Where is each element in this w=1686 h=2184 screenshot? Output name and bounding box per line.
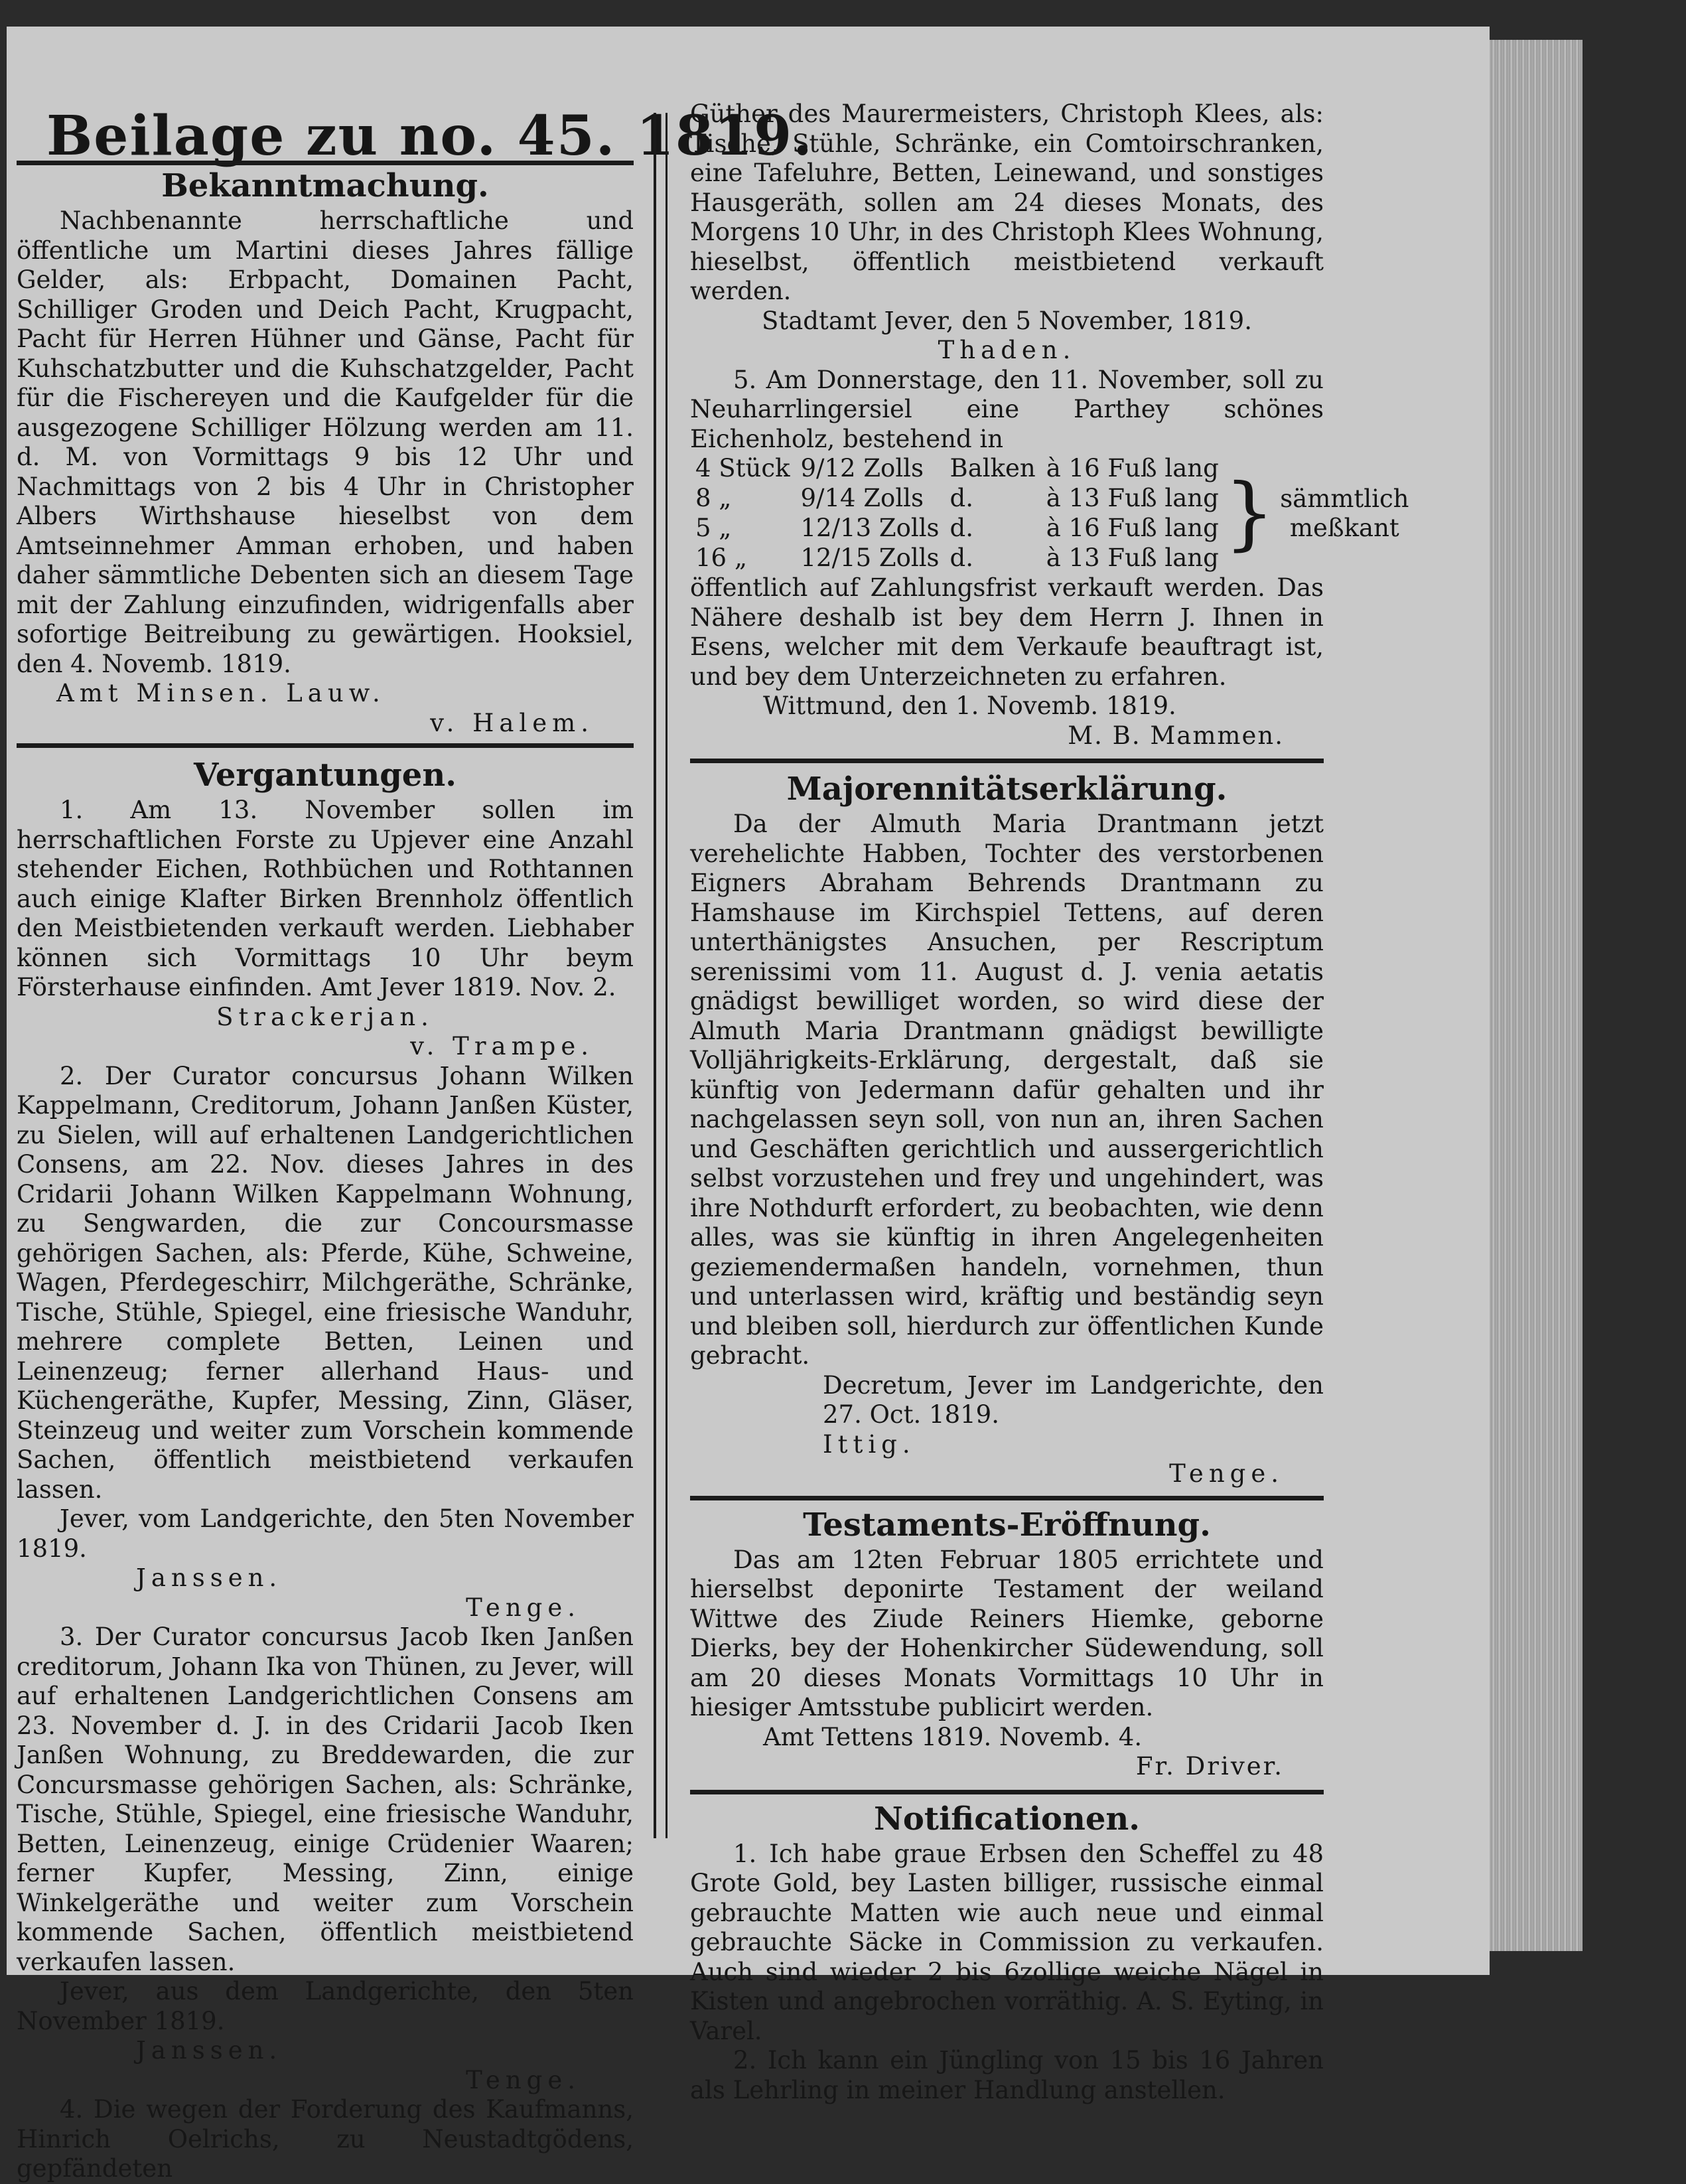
notice-signature: Amt Minsen. Lauw. (56, 679, 386, 707)
testament-signature: Fr. Driver. (1135, 1752, 1284, 1781)
section-heading: Vergantungen. (194, 757, 457, 794)
timber-qty: 16 „ (695, 544, 748, 573)
bekanntmachung-section (17, 165, 634, 738)
timber-qty: 4 Stück (695, 454, 790, 483)
auction-signature: Thaden. (938, 336, 1076, 364)
testament-body: Das am 12ten Februar 1805 errichtete und hierselbst deponirte Testament der weiland Wittwe des Ziude Reiners Hiemke, geborne Dierks, bey der Hohenkircher Südewendung, soll am 20 dieses Monats Vormittags 10 Uhr in hiesiger Amtsstube publicirt werden. (690, 1545, 1324, 1721)
auction-item-4: 4. Die wegen der Forderung des Kaufmanns, Hinrich Oelrichs, zu Neustadtgödens, gepfändeten (17, 2095, 634, 2183)
timber-note (1275, 454, 1414, 573)
section-heading: Bekanntmachung. (161, 167, 489, 204)
auction-item-5: 5. Am Donnerstage, den 11. November, soll zu Neuharrlingersiel eine Parthey schönes Eichenholz, bestehend in (690, 365, 1324, 453)
page-stack-edge (1490, 40, 1582, 1951)
masthead-title: Beilage zu no. 45. 1819. (46, 104, 813, 168)
decree-body: Da der Almuth Maria Drantmann jetzt verehelichte Habben, Tochter des verstorbenen Eigners Abraham Behrends Drantmann zu Hamshause im Kirchspiel Tettens, auf deren unterthänigstes Ansuchen, per Rescriptum serenissimi vom 11. August d. J. venia aetatis gnädigst bewilliget worden, so wird diese der Almuth Maria Drantmann gnädigst bewilligte Volljährigkeits-Erklärung, dergestalt, daß sie künftig von Jedermann dafür gehalten und ihr nachgelassen seyn soll, von nun an, ihren Sachen und Geschäften gerichtlich und aussergerichtlich selbst vorzustehen und frey und ungehindert, was ihre Nothdurft erfordert, zu beobachten, wie denn alles, was sie künftig in ihren Angelegenheiten geziemendermaßen handeln, vornehmen, thun und unterlassen wird, kräftig und beständig seyn und bleiben soll, hierdurch zur öffentlichen Kunde gebracht. (690, 810, 1324, 1370)
right-column (690, 100, 1409, 2105)
majorennitaet-section (690, 768, 1324, 1489)
auction-signature: Strackerjan. (216, 1002, 434, 1031)
section-heading: Majorennitätserklärung. (786, 770, 1228, 808)
decree-place: Decretum, Jever im Landgerichte, den 27. Oct. 1819. (823, 1370, 1324, 1429)
auction-signature: Tenge. (466, 2065, 581, 2094)
timber-len: à 13 Fuß lang (1046, 484, 1219, 513)
decree-signature: Tenge. (1169, 1459, 1284, 1488)
timber-kind: d. (949, 484, 973, 513)
timber-table (690, 454, 1415, 573)
auction-item-4-continued: Güther des Maurermeisters, Christoph Klees, als: Tische, Stühle, Schränke, ein Comtoirschranken, eine Tafeluhre, Betten, Leinewand, und sonstiges Hausgeräth, sollen am 24 dieses Monats, des Morgens 10 Uhr, in des Christoph Klees Wohnung, hieselbst, öffentlich meistbietend verkauft werden. (690, 100, 1324, 305)
notification-item-2: 2. Ich kann ein Jüngling von 15 bis 16 Jahren als Lehrling in meiner Handlung anstellen. (690, 2046, 1324, 2104)
auction-place: Wittmund, den 1. Novemb. 1819. (763, 692, 1176, 720)
notice-body: Nachbenannte herrschaftliche und öffentliche um Martini dieses Jahres fällige Gelder, als: Erbpacht, Domainen Pacht, Schilliger Groden und Deich Pacht, Krugpacht, Pacht für Herren Hühner und Gänse, Pacht für Kuhschatzbutter und die Kuhschatzgelder, Pacht für die Fischereyen und die Kaufgelder für die ausgezogene Schilliger Hölzung werden am 11. d. M. von Vormittags 9 bis 12 Uhr und Nachmittags von 2 bis 4 Uhr in Christopher Albers Wirthshause hieselbst von dem Amtseinnehmer Amman erhoben, und haben daher sämmtliche Debenten sich an diesem Tage mit der Zahlung einzufinden, widrigenfalls aber sofortige Beitreibung zu gewärtigen. Hooksiel, den 4. Novemb. 1819. (17, 206, 634, 678)
notification-item-1: 1. Ich habe graue Erbsen den Scheffel zu 48 Grote Gold, bey Lasten billiger, russische einmal gebrauchte Matten wie auch neue und einmal gebrauchte Säcke in Commission zu verkaufen. Auch sind wieder 2 bis 6zollige weiche Nägel in Kisten und angebrochen vorräthig. A. S. Eyting, in Varel. (690, 1839, 1324, 2045)
auction-item-3: 3. Der Curator concursus Jacob Iken Janßen creditorum, Johann Ika von Thünen, zu Jever, will auf erhaltenen Landgerichtlichen Consens am 23. November d. J. in des Cridarii Jacob Iken Janßen Wohnung, zu Breddewarden, die zur Concursmasse gehörigen Sachen, als: Schränke, Tische, Stühle, Spiegel, eine friesische Wanduhr, Betten, Leinenzeug, einige Crüdenier Waaren; ferner Kupfer, Messing, Zinn, einige Winkelgeräthe und weiter zum Vorschein kommende Sachen, öffentlich meistbietend verkaufen lassen. (17, 1623, 634, 1976)
section-rule (690, 759, 1324, 763)
timber-len: à 16 Fuß lang (1046, 514, 1219, 543)
masthead-rule (17, 161, 634, 165)
timber-row (690, 454, 1415, 484)
auction-signature: Janssen. (136, 1564, 283, 1592)
section-rule (690, 1790, 1324, 1794)
timber-note-line: sämmtlich (1280, 484, 1409, 513)
timber-dim: 9/14 Zolls (800, 484, 924, 513)
section-heading: Testaments-Eröffnung. (803, 1506, 1211, 1544)
timber-len: à 13 Fuß lang (1046, 544, 1219, 573)
auction-item-1: 1. Am 13. November sollen im herrschaftlichen Forste zu Upjever eine Anzahl stehender Eichen, Rothbüchen und Rothtannen auch einige Klafter Birken Brennholz öffentlich den Meistbietenden verkauft werden. Liebhaber können sich Vormittags 10 Uhr beym Försterhause einfinden. Amt Jever 1819. Nov. 2. (17, 796, 634, 1001)
auction-signature: M. B. Mammen. (1068, 721, 1284, 750)
timber-kind: d. (949, 544, 973, 573)
auction-place: Jever, aus dem Landgerichte, den 5ten November 1819. (17, 1977, 634, 2035)
decree-signature: Ittig. (823, 1429, 916, 1459)
timber-qty: 8 „ (695, 484, 732, 513)
timber-dim: 9/12 Zolls (800, 454, 924, 483)
brace-glyph: } (1224, 467, 1275, 559)
vergantungen-section (17, 755, 634, 2184)
auction-signature: Tenge. (466, 1593, 581, 1622)
timber-dim: 12/15 Zolls (800, 544, 940, 573)
column-divider (654, 113, 667, 1838)
auction-signature: v. Trampe. (410, 1032, 594, 1060)
timber-len: à 16 Fuß lang (1046, 454, 1219, 483)
timber-qty: 5 „ (695, 514, 732, 543)
timber-dim: 12/13 Zolls (800, 514, 940, 543)
section-heading: Notificationen. (874, 1800, 1140, 1838)
auction-place: Stadtamt Jever, den 5 November, 1819. (762, 306, 1252, 335)
auction-item-2: 2. Der Curator concursus Johann Wilken Kappelmann, Creditorum, Johann Janßen Küster, zu Sielen, will auf erhaltenen Landgerichtlichen Consens, am 22. Nov. dieses Jahres in des Cridarii Johann Wilken Kappelmann Wohnung, zu Sengwarden, die zur Concoursmasse gehörigen Sachen, als: Pferde, Kühe, Schweine, Wagen, Pferdegeschirr, Milchgeräthe, Schränke, Tische, Stühle, Spiegel, eine friesische Wanduhr, mehrere complete Betten, Leinen und Leinenzeug; ferner allerhand Haus- und Küchengeräthe, Kupfer, Messing, Zinn, Gläser, Steinzeug und weiter zum Vorschein kommende Sachen, öffentlich meistbietend verkaufen lassen. (17, 1061, 634, 1504)
timber-kind: d. (949, 514, 973, 543)
section-rule (690, 1496, 1324, 1500)
auction-place: Jever, vom Landgerichte, den 5ten November 1819. (17, 1504, 634, 1563)
timber-kind: Balken (949, 454, 1036, 483)
testament-section (690, 1504, 1324, 1782)
section-rule (17, 743, 634, 748)
auction-item-5-end: öffentlich auf Zahlungsfrist verkauft werden. Das Nähere deshalb ist bey dem Herrn J. Ihnen in Esens, welcher mit dem Verkaufe beauftragt ist, und bey dem Unterzeichneten zu erfahren. (690, 573, 1324, 691)
auction-signature: Janssen. (136, 2036, 283, 2065)
timber-note-line: meßkant (1289, 514, 1399, 542)
notice-signature: v. Halem. (430, 708, 594, 737)
testament-place: Amt Tettens 1819. Novemb. 4. (763, 1722, 1143, 1751)
notificationen-section (690, 1798, 1324, 2106)
